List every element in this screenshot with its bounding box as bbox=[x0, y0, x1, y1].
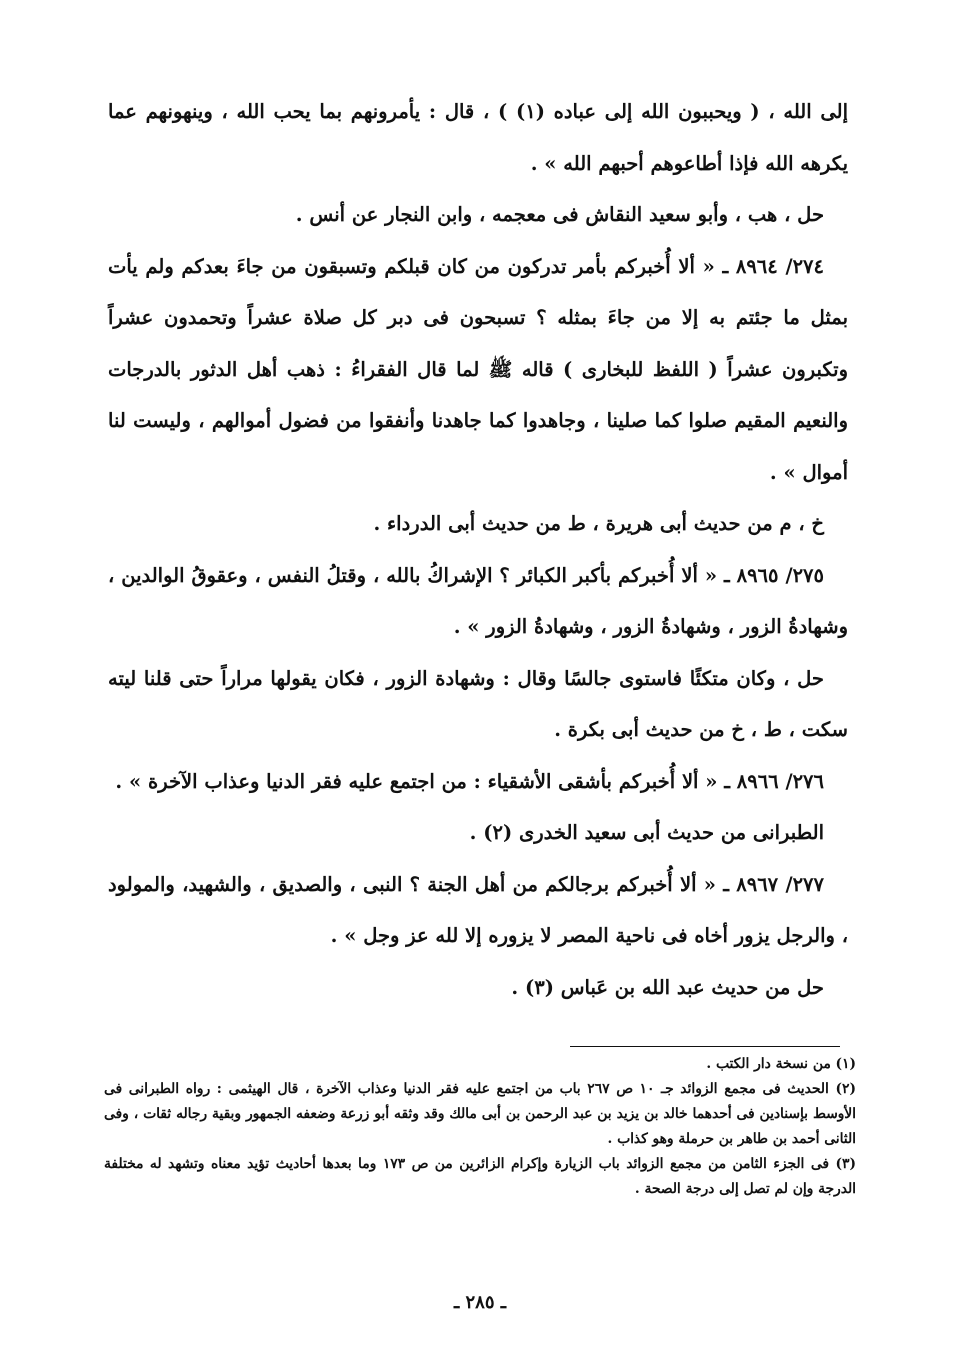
footnote-divider bbox=[570, 1046, 840, 1047]
paragraph-10: حل من حديث عبد الله بن عَباس (٣) . bbox=[511, 975, 824, 999]
paragraph-4: خ ، م من حديث أبى هريرة ، ط من حديث أبى الدرداء . bbox=[373, 512, 824, 535]
paragraph-1: إلى الله ، ( ويحببون الله إلى عباده (١) ) ، قال : يأمرونهم بما يحب الله ، وينهونهم عما يكرهه الله فإذا أطاعوهم أحبهم الله » . bbox=[108, 100, 848, 175]
hadith-8964: ٢٧٤/ ٨٩٦٤ ـ « ألا أُخبركم بأمر تدركون من كان قبلكم وتسبقون من جاءَ بعدكم ولم يأت بمثل ما جئتم به إلا من جاءَ بمثله ؟ تسبحون فى دبر كل صلاة عشراً وتحمدون عشراً وتكبرون عشراً ( اللفظ للبخارى ) قاله ﷺ لما قال الفقراءُ : ذهب أهل الدثور بالدرجات والنعيم المقيم صلوا كما صلينا ، وجاهدوا كما جاهدنا وأنفقوا من فضول أموالهم ، وليست لنا أموال » . bbox=[108, 254, 848, 484]
paragraph-2: حل ، هب ، وأبو سعيد النقاش فى معجمه ، وابن النجار عن أنس . bbox=[295, 203, 824, 226]
footnote-2: (٢) الحديث فى مجمع الزوائد جـ ١٠ ص ٢٦٧ باب من اجتمع عليه فقر الدنيا وعذاب الآخرة ، قال الهيثمى : رواه الطبرانى فى الأوسط بإسنادين فى أحدهما خالد بن يزيد بن عبد الرحمن بن أبى مالك وقد وثقه أبو زرعة وضعفه الجمهور وبقية رجاله ثقات ، وفى الثانى أحمد بن طاهر بن حرملة وهو كذاب . bbox=[104, 1081, 856, 1147]
hadith-8966: ٢٧٦/ ٨٩٦٦ ـ « ألا أُخبركم بأشقى الأشقياء : من اجتمع عليه فقر الدنيا وعذاب الآخرة » . bbox=[115, 769, 824, 793]
paragraph-8: الطبرانى من حديث أبى سعيد الخدرى (٢) . bbox=[469, 821, 824, 844]
paragraph-6: حل ، وكان متكئًا فاستوى جالسًا وقال : وشهادة الزور ، فكان يقولها مراراً حتى قلنا ليته سكت ، ط ، خ من حديث أبى بكرة . bbox=[108, 666, 848, 741]
footnote-3: (٣) فى الجزء الثامن من مجمع الزوائد باب الزيارة وإكرام الزائرين من ص ١٧٣ وما بعدها أحاديث تؤيد معناه وتشهد له مختلفة الدرجة وإن لم تصل إلى درجة الصحة . bbox=[104, 1156, 856, 1197]
footnotes bbox=[104, 1052, 856, 1202]
footnote-1: (١) من نسخة دار الكتب . bbox=[706, 1056, 856, 1072]
main-text bbox=[108, 86, 848, 1013]
page-number: ـ ٢٨٥ ـ bbox=[453, 1292, 507, 1313]
hadith-8967: ٢٧٧/ ٨٩٦٧ ـ « ألا أُخبركم برجالكم من أهل الجنة ؟ النبى ، والصديق ، والشهيد، والمولود ، والرجل يزور أخاه فى ناحية المصر لا يزوره إلا لله عز وجل » . bbox=[108, 872, 848, 947]
hadith-8965: ٢٧٥/ ٨٩٦٥ ـ « ألا أُخبركم بأكبر الكبائر ؟ الإشراكُ بالله ، وقتلُ النفس ، وعقوقُ الوالدين ، وشهادةُ الزور ، وشهادةُ الزور ، وشهادةُ الزور » . bbox=[108, 563, 848, 638]
